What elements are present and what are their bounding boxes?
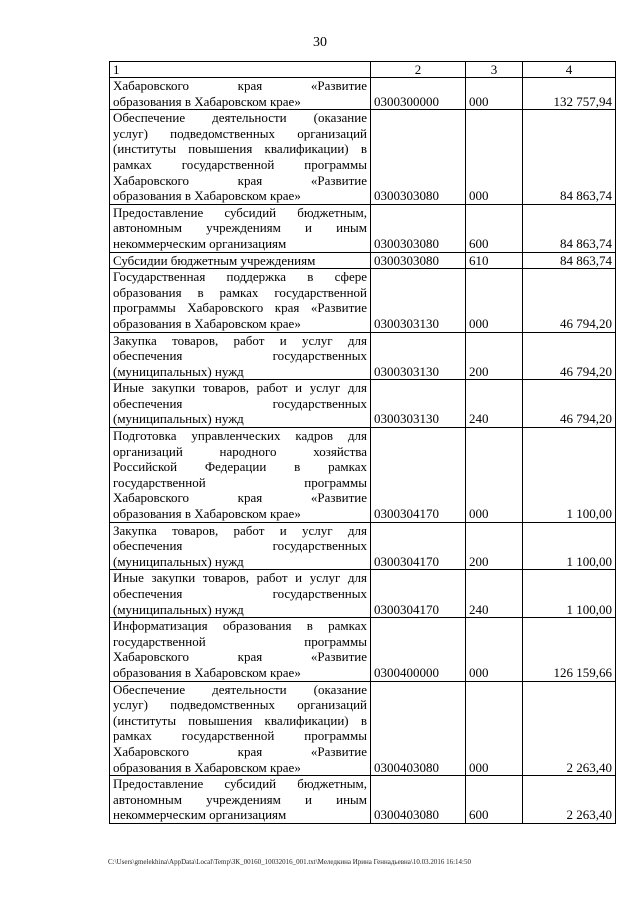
table-row: [110, 522, 616, 570]
description-line: рамках государственной программы: [113, 156, 367, 172]
description-line: обеспечения государственных: [113, 395, 367, 411]
description-line: (муниципальных) нужд: [113, 363, 244, 379]
row-expense-type: 600: [466, 204, 523, 252]
row-description: [110, 776, 371, 824]
row-description: [110, 252, 371, 269]
row-code: 0300304170: [371, 522, 466, 570]
file-path-footer: C:\Users\gmelekhina\AppData\Local\Temp\ЗК_00160_10032016_001.txt\Меледкина Ирина Геннадьевна\10.03.2016 16:14:50: [108, 858, 471, 866]
row-expense-type: 200: [466, 332, 523, 380]
row-amount: 46 794,20: [523, 380, 616, 428]
row-code: 0300303080: [371, 252, 466, 269]
description-line: образования в Хабаровском крае»: [113, 93, 301, 109]
description-line: некоммерческим организациям: [113, 807, 287, 823]
row-description: [110, 110, 371, 205]
header-col-3: 3: [466, 62, 523, 78]
row-expense-type: 610: [466, 252, 523, 269]
row-amount: 2 263,40: [523, 681, 616, 776]
description-line: (муниципальных) нужд: [113, 411, 244, 427]
row-expense-type: 000: [466, 110, 523, 205]
description-line: Субсидии бюджетным учреждениям: [113, 252, 316, 268]
description-line: Иные закупки товаров, работ и услуг для: [113, 570, 367, 586]
row-expense-type: 240: [466, 570, 523, 618]
table-row: [110, 110, 616, 205]
description-line: обеспечения государственных: [113, 348, 367, 364]
row-code: 0300303080: [371, 110, 466, 205]
row-code: 0300403080: [371, 776, 466, 824]
row-amount: 2 263,40: [523, 776, 616, 824]
row-expense-type: 000: [466, 78, 523, 110]
description-line: услуг) подведомственных организаций: [113, 125, 367, 141]
table-row: [110, 570, 616, 618]
row-code: 0300303080: [371, 204, 466, 252]
table-row: [110, 380, 616, 428]
description-line: обеспечения государственных: [113, 538, 367, 554]
description-line: Закупка товаров, работ и услуг для: [113, 332, 367, 348]
description-line: Подготовка управленческих кадров для: [113, 428, 367, 444]
table-row: [110, 204, 616, 252]
description-line: Иные закупки товаров, работ и услуг для: [113, 380, 367, 396]
description-line: образования в Хабаровском крае»: [113, 188, 301, 204]
description-line: Обеспечение деятельности (оказание: [113, 681, 367, 697]
row-description: [110, 522, 371, 570]
description-line: образования в Хабаровском крае»: [113, 506, 301, 522]
table-row: [110, 78, 616, 110]
description-line: рамках государственной программы: [113, 728, 367, 744]
table-row: [110, 618, 616, 681]
description-line: образования в рамках государственной: [113, 284, 367, 300]
row-expense-type: 000: [466, 681, 523, 776]
header-col-1: 1: [110, 62, 371, 78]
description-line: Обеспечение деятельности (оказание: [113, 110, 367, 126]
row-code: 0300303130: [371, 269, 466, 332]
description-line: Информатизация образования в рамках: [113, 618, 367, 634]
row-amount: 84 863,74: [523, 110, 616, 205]
row-amount: 1 100,00: [523, 570, 616, 618]
row-code: 0300303130: [371, 332, 466, 380]
row-code: 0300400000: [371, 618, 466, 681]
description-line: государственной программы: [113, 474, 367, 490]
row-amount: 84 863,74: [523, 252, 616, 269]
description-line: (институты повышения квалификации) в: [113, 712, 367, 728]
row-code: 0300300000: [371, 78, 466, 110]
description-line: некоммерческим организациям: [113, 235, 287, 251]
row-expense-type: 600: [466, 776, 523, 824]
row-description: [110, 428, 371, 523]
description-line: образования в Хабаровском крае»: [113, 664, 301, 680]
description-line: (институты повышения квалификации) в: [113, 141, 367, 157]
description-line: образования в Хабаровском крае»: [113, 759, 301, 775]
table-header-row: [110, 62, 616, 78]
row-description: [110, 269, 371, 332]
table-row: [110, 332, 616, 380]
description-line: Предоставление субсидий бюджетным,: [113, 776, 367, 792]
row-expense-type: 240: [466, 380, 523, 428]
row-amount: 84 863,74: [523, 204, 616, 252]
table-row: [110, 252, 616, 269]
row-expense-type: 000: [466, 428, 523, 523]
row-description: [110, 618, 371, 681]
row-description: [110, 570, 371, 618]
row-expense-type: 000: [466, 618, 523, 681]
description-line: Хабаровского края «Развитие: [113, 78, 367, 93]
row-code: 0300304170: [371, 428, 466, 523]
row-description: [110, 204, 371, 252]
row-description: [110, 380, 371, 428]
row-amount: 126 159,66: [523, 618, 616, 681]
description-line: Закупка товаров, работ и услуг для: [113, 522, 367, 538]
description-line: услуг) подведомственных организаций: [113, 697, 367, 713]
description-line: организаций народного хозяйства: [113, 443, 367, 459]
row-code: 0300303130: [371, 380, 466, 428]
page-number: 30: [313, 35, 327, 50]
row-expense-type: 200: [466, 522, 523, 570]
row-amount: 1 100,00: [523, 522, 616, 570]
table-row: [110, 681, 616, 776]
row-amount: 46 794,20: [523, 269, 616, 332]
row-description: [110, 681, 371, 776]
description-line: образования в Хабаровском крае»: [113, 315, 301, 331]
table-row: [110, 776, 616, 824]
budget-table: [109, 61, 616, 824]
description-line: (муниципальных) нужд: [113, 601, 244, 617]
header-col-2: 2: [371, 62, 466, 78]
description-line: Хабаровского края «Развитие: [113, 172, 367, 188]
description-line: Предоставление субсидий бюджетным,: [113, 204, 367, 220]
description-line: автономным учреждениям и иным: [113, 220, 367, 236]
row-code: 0300304170: [371, 570, 466, 618]
row-code: 0300403080: [371, 681, 466, 776]
table-row: [110, 428, 616, 523]
row-description: [110, 332, 371, 380]
description-line: Российской Федерации в рамках: [113, 459, 367, 475]
description-line: обеспечения государственных: [113, 586, 367, 601]
row-amount: 1 100,00: [523, 428, 616, 523]
description-line: (муниципальных) нужд: [113, 553, 244, 569]
row-amount: 46 794,20: [523, 332, 616, 380]
description-line: автономным учреждениям и иным: [113, 791, 367, 807]
header-col-4: 4: [523, 62, 616, 78]
description-line: Хабаровского края «Развитие: [113, 743, 367, 759]
table-row: [110, 269, 616, 332]
description-line: Государственная поддержка в сфере: [113, 269, 367, 285]
description-line: Хабаровского края «Развитие: [113, 490, 367, 506]
row-description: [110, 78, 371, 110]
description-line: Хабаровского края «Развитие: [113, 649, 367, 665]
description-line: программы Хабаровского края «Развитие: [113, 300, 367, 316]
description-line: государственной программы: [113, 633, 367, 649]
row-expense-type: 000: [466, 269, 523, 332]
row-amount: 132 757,94: [523, 78, 616, 110]
